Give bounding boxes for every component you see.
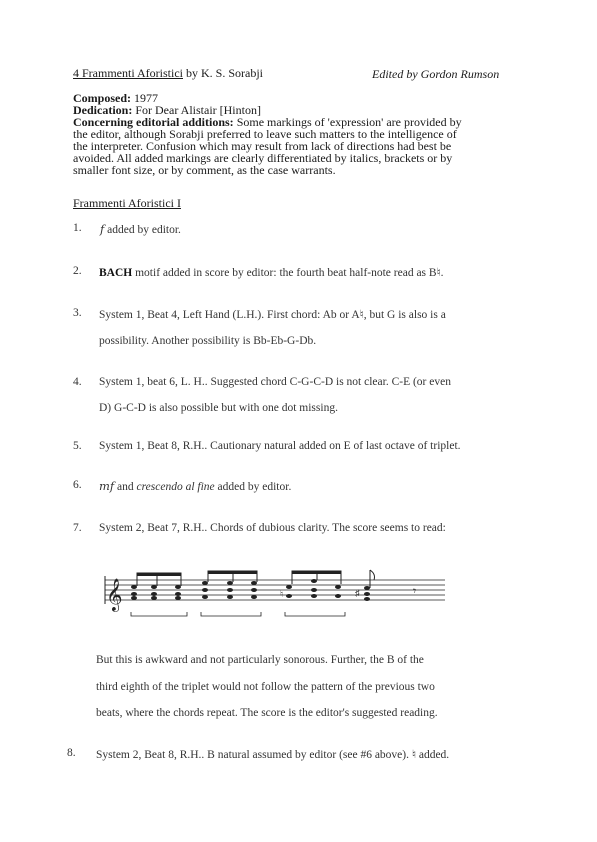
item-number: 4. (73, 376, 82, 388)
document-header (73, 66, 263, 81)
editorial-line-4: avoided. All added markings are clearly differentiated by italics, brackets or by (73, 151, 453, 165)
sharp-sign-icon: ♯ (355, 588, 360, 598)
editorial-line-5: smaller font size, or by comment, as the case warrants. (73, 163, 336, 177)
explanation-line-2: third eighth of the triplet would not follow the pattern of the previous two (96, 681, 435, 693)
section-title: Frammenti Aforistici I (73, 196, 181, 210)
dedication-label: Dedication: (73, 103, 133, 117)
treble-clef-icon: 𝄞 (106, 578, 123, 611)
note-item-5: System 1, Beat 8, R.H.. Cautionary natural added on E of last octave of triplet. (99, 440, 461, 452)
item-number: 7. (73, 522, 82, 534)
work-title: 4 Frammenti Aforistici (73, 66, 183, 80)
item-number: 5. (73, 440, 82, 452)
music-notation-example (95, 568, 455, 626)
item-number: 2. (73, 265, 82, 277)
note-item-3-line-1: System 1, Beat 4, Left Hand (L.H.). First chord: Ab or A♮, but G is also is a (99, 309, 446, 321)
rest-icon: 𝄾 (413, 584, 417, 598)
crescendo-marking: crescendo al fine (136, 481, 215, 493)
editor-credit: Edited by Gordon Rumson (372, 67, 500, 81)
composed-value: 1977 (131, 91, 159, 105)
note-item-4-line-2: D) G-C-D is also possible but with one dot missing. (99, 402, 338, 414)
note-item-3-line-2: possibility. Another possibility is Bb-Eb-G-Db. (99, 335, 317, 347)
editorial-label: Concerning editorial additions: (73, 115, 234, 129)
note-item-7: System 2, Beat 7, R.H.. Chords of dubious clarity. The score seems to read: (99, 522, 446, 534)
dynamic-marking: mf (99, 479, 115, 493)
note-item-6: mf and crescendo al fine added by editor. (99, 479, 292, 493)
dynamic-marking: f (100, 222, 105, 236)
note-item-8: System 2, Beat 8, R.H.. B natural assumed by editor (see #6 above). ♮ added. (96, 749, 450, 761)
item-number: 3. (73, 307, 82, 319)
note-item-4-line-1: System 1, beat 6, L. H.. Suggested chord C-G-C-D is not clear. C-E (or even (99, 376, 451, 388)
note-item-2: BACH motif added in score by editor: the fourth beat half-note read as B♮. (99, 267, 444, 279)
bach-motif-label: BACH (99, 267, 133, 279)
composed-label: Composed: (73, 91, 132, 105)
item-number: 6. (73, 479, 82, 491)
editorial-line-3: the interpreter. Confusion which may result from lack of directions had best be (73, 139, 452, 153)
editorial-line-2: the editor, although Sorabji preferred to leave such matters to the intelligence of (73, 127, 457, 141)
item-number: 8. (67, 747, 76, 759)
composer-credit: by K. S. Sorabji (183, 66, 264, 80)
editorial-line-1: Concerning editorial additions: Some markings of 'expression' are provided by (73, 115, 462, 129)
natural-sign-icon: ♮ (280, 589, 284, 599)
explanation-line-1: But this is awkward and not particularly sonorous. Further, the B of the (96, 654, 424, 666)
explanation-line-3: beats, where the chords repeat. The score is the editor's suggested reading. (96, 707, 438, 719)
dedication-value: For Dear Alistair [Hinton] (132, 103, 261, 117)
note-item-1: f added by editor. (100, 222, 181, 236)
item-number: 1. (73, 222, 82, 234)
